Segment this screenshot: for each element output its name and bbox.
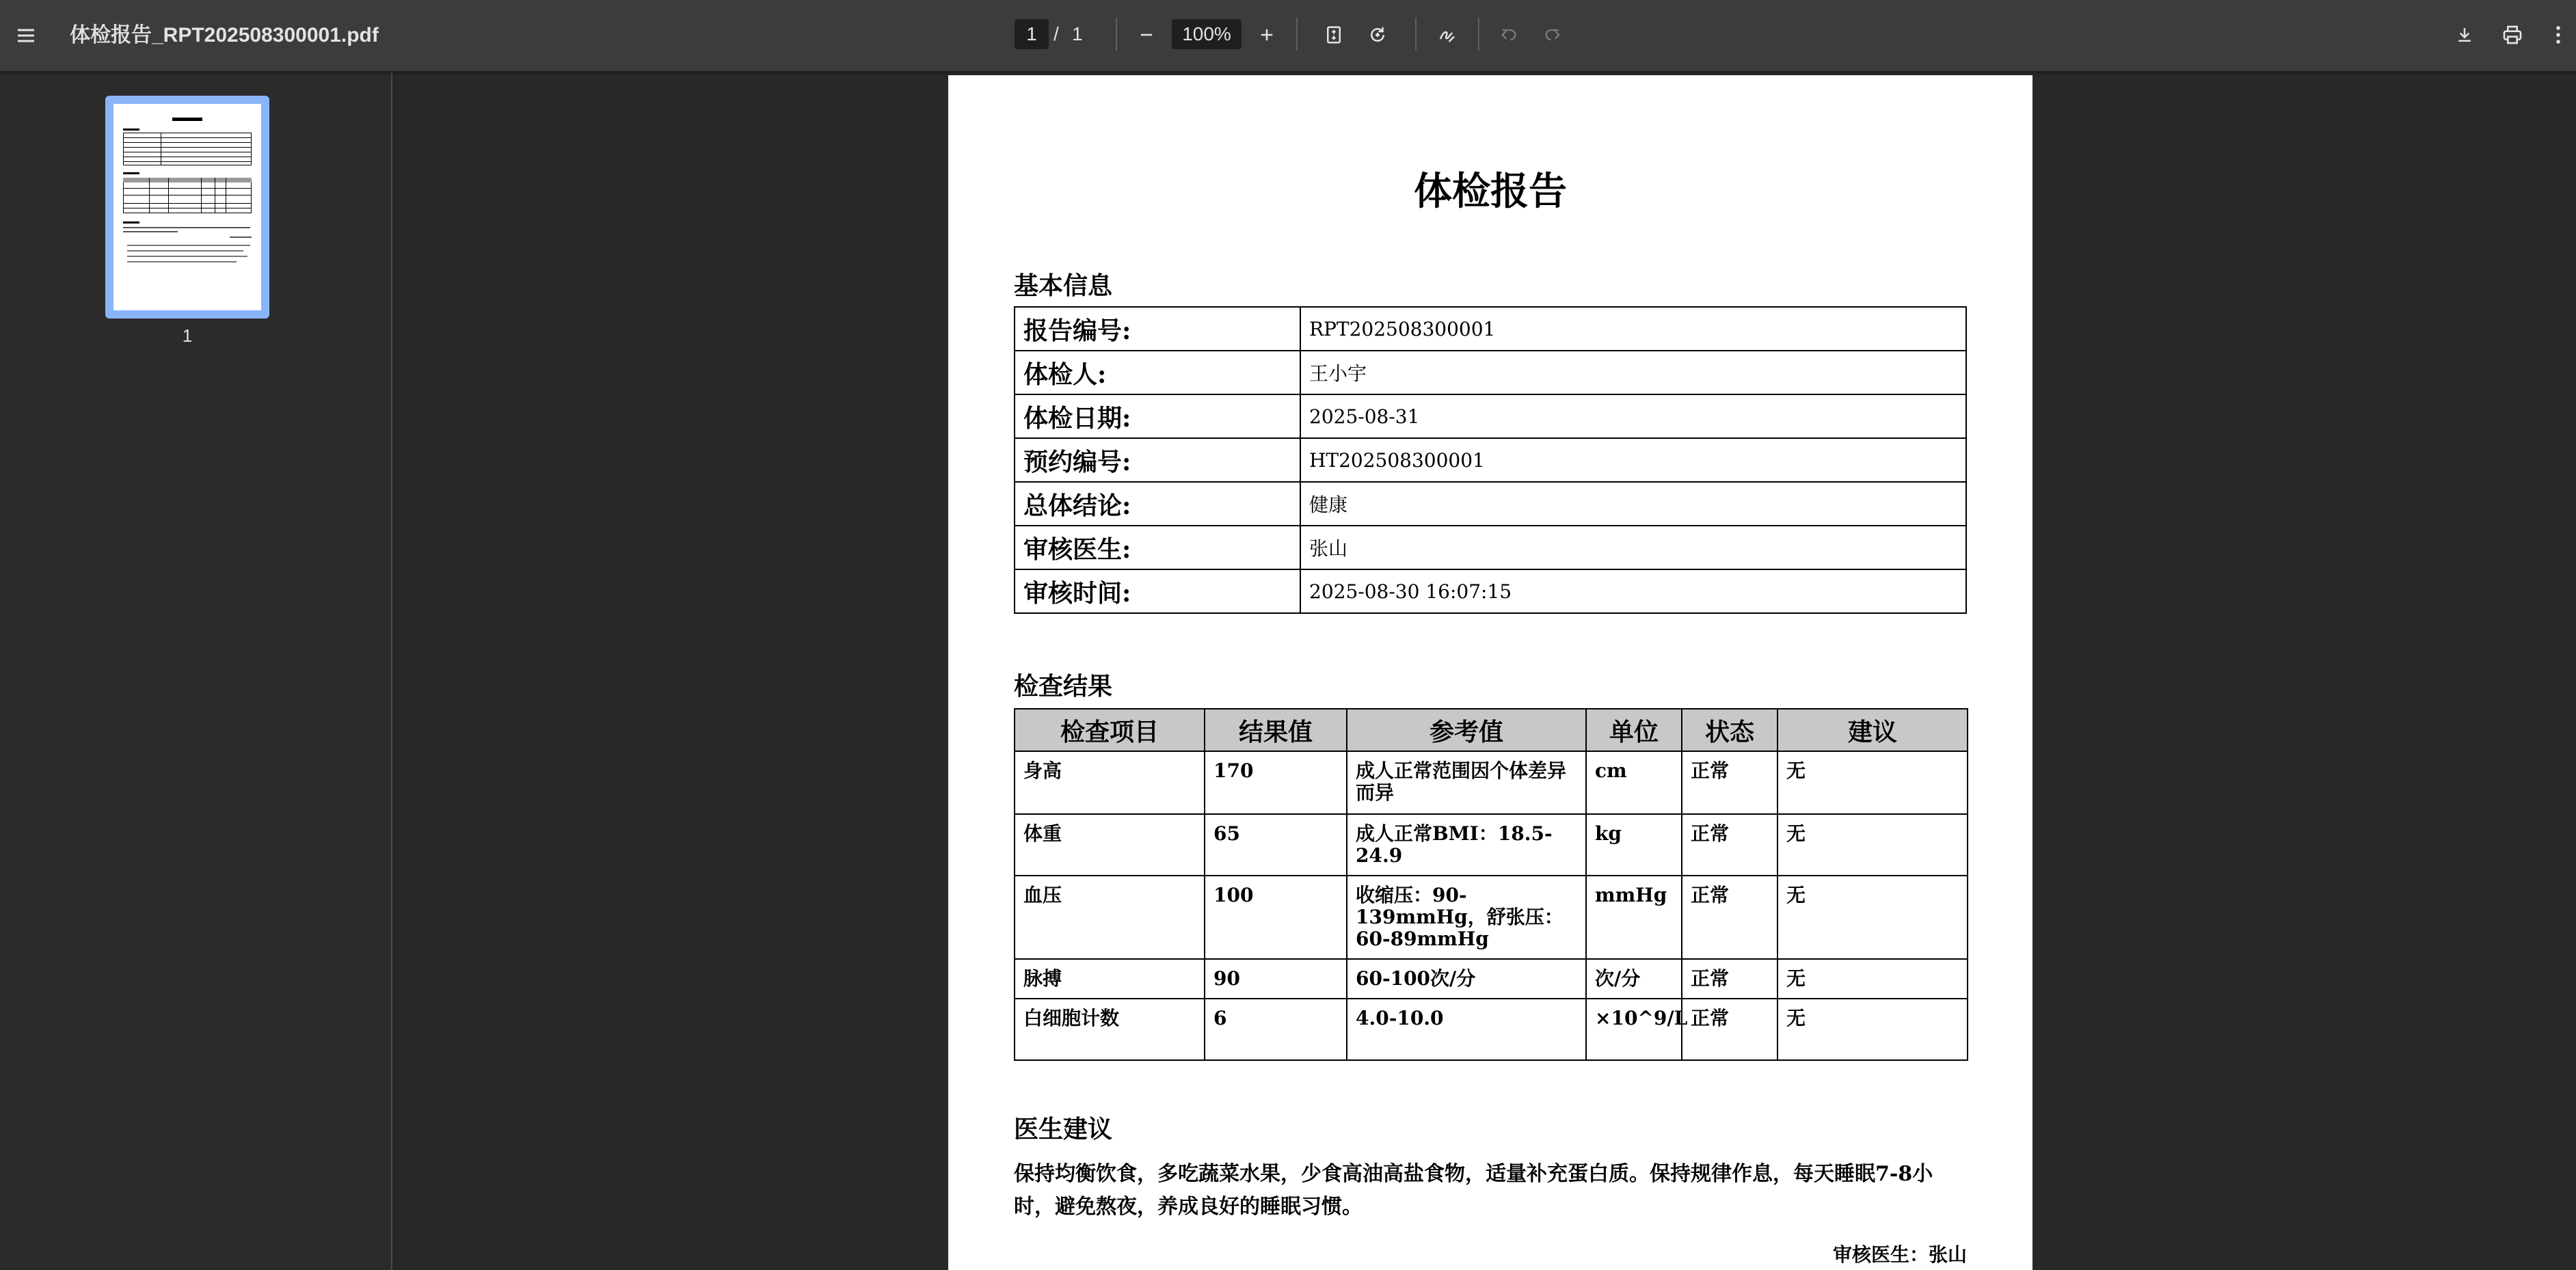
more-vertical-icon	[2555, 25, 2562, 45]
toolbar-divider	[1415, 18, 1417, 51]
page-number-input[interactable]: 1	[1015, 19, 1049, 49]
redo-button[interactable]	[1535, 18, 1570, 52]
info-label: 审核医生:	[1015, 526, 1300, 569]
table-row	[1015, 999, 1968, 1060]
annotate-button[interactable]	[1430, 18, 1464, 52]
cell-unit: mmHg	[1586, 876, 1682, 959]
table-row	[1015, 959, 1968, 999]
pdf-page	[948, 75, 2032, 1270]
basic-info-table	[1014, 306, 1967, 614]
column-header: 检查项目	[1015, 709, 1205, 751]
cell-value: 90	[1205, 959, 1347, 999]
hamburger-menu-icon	[15, 25, 37, 46]
cell-status: 正常	[1682, 814, 1777, 876]
page-separator: /	[1054, 23, 1059, 44]
cell-reference: 4.0-10.0	[1347, 999, 1586, 1060]
download-button[interactable]	[2447, 18, 2482, 52]
undo-button[interactable]	[1492, 18, 1526, 52]
cell-unit: ×10^9/L	[1586, 999, 1682, 1060]
cell-item: 白细胞计数	[1015, 999, 1205, 1060]
results-table	[1014, 708, 1968, 1061]
print-button[interactable]	[2495, 18, 2530, 52]
zoom-out-button[interactable]	[1129, 18, 1164, 52]
document-viewer[interactable]	[394, 71, 2576, 1270]
cell-advice: 无	[1777, 751, 1968, 814]
cell-advice: 无	[1777, 814, 1968, 876]
doctor-advice-text: 保持均衡饮食，多吃蔬菜水果，少食高油高盐食物，适量补充蛋白质。保持规律作息，每天睡眠7-8小时，避免熬夜，养成良好的睡眠习惯。	[1014, 1162, 1933, 1219]
page-total: 1	[1072, 23, 1083, 44]
table-row	[1015, 438, 1966, 482]
redo-icon	[1543, 25, 1562, 44]
doctor-signoff: 审核医生：张山	[1832, 1243, 1967, 1266]
cell-reference: 成人正常BMI：18.5-24.9	[1347, 814, 1586, 876]
print-icon	[2501, 24, 2523, 46]
plus-icon	[1257, 25, 1276, 44]
cell-value: 170	[1205, 751, 1347, 814]
toolbar-divider	[1296, 18, 1298, 51]
cell-reference: 收缩压：90-139mmHg，舒张压：60-89mmHg	[1347, 876, 1586, 959]
page-thumbnail-selected[interactable]	[105, 96, 269, 319]
pdf-toolbar	[0, 0, 2576, 71]
rotate-icon	[1367, 25, 1388, 45]
info-value: HT202508300001	[1300, 438, 1966, 482]
cell-status: 正常	[1682, 751, 1777, 814]
rotate-button[interactable]	[1360, 18, 1395, 52]
thumbnail-sidebar	[0, 71, 392, 1270]
info-value: 王小宇	[1300, 351, 1966, 394]
table-row	[1015, 569, 1966, 613]
cell-value: 100	[1205, 876, 1347, 959]
fit-page-button[interactable]	[1317, 18, 1351, 52]
column-header: 建议	[1777, 709, 1968, 751]
cell-status: 正常	[1682, 959, 1777, 999]
cell-item: 脉搏	[1015, 959, 1205, 999]
download-icon	[2454, 25, 2475, 45]
cell-item: 血压	[1015, 876, 1205, 959]
column-header: 状态	[1682, 709, 1777, 751]
page-thumbnail-preview	[113, 104, 261, 310]
zoom-level-input[interactable]: 100%	[1172, 19, 1242, 49]
info-label: 预约编号:	[1015, 438, 1300, 482]
table-header-row	[1015, 709, 1968, 751]
cell-value: 6	[1205, 999, 1347, 1060]
cell-value: 65	[1205, 814, 1347, 876]
cell-status: 正常	[1682, 999, 1777, 1060]
basic-info-heading: 基本信息	[1014, 271, 1113, 300]
cell-reference: 60-100次/分	[1347, 959, 1586, 999]
document-title: 体检报告_RPT202508300001.pdf	[70, 24, 379, 46]
column-header: 参考值	[1347, 709, 1586, 751]
fit-page-icon	[1324, 25, 1344, 45]
info-value: 2025-08-30 16:07:15	[1300, 569, 1966, 613]
cell-item: 体重	[1015, 814, 1205, 876]
report-title: 体检报告	[1414, 169, 1567, 214]
cell-advice: 无	[1777, 959, 1968, 999]
column-header: 结果值	[1205, 709, 1347, 751]
table-row	[1015, 351, 1966, 394]
info-value: 健康	[1300, 482, 1966, 526]
info-label: 报告编号:	[1015, 307, 1300, 351]
cell-status: 正常	[1682, 876, 1777, 959]
info-value: 2025-08-31	[1300, 394, 1966, 438]
cell-unit: 次/分	[1586, 959, 1682, 999]
cell-unit: cm	[1586, 751, 1682, 814]
cell-unit: kg	[1586, 814, 1682, 876]
table-row	[1015, 751, 1968, 814]
zoom-in-button[interactable]	[1250, 18, 1284, 52]
more-options-button[interactable]	[2545, 18, 2572, 52]
table-row	[1015, 394, 1966, 438]
cell-advice: 无	[1777, 876, 1968, 959]
pen-icon	[1437, 25, 1458, 45]
table-row	[1015, 526, 1966, 569]
info-label: 审核时间:	[1015, 569, 1300, 613]
info-value: RPT202508300001	[1300, 307, 1966, 351]
toolbar-divider	[1478, 18, 1479, 51]
column-header: 单位	[1586, 709, 1682, 751]
info-value: 张山	[1300, 526, 1966, 569]
minus-icon	[1137, 25, 1156, 44]
cell-reference: 成人正常范围因个体差异而异	[1347, 751, 1586, 814]
thumbnail-page-number: 1	[182, 325, 193, 346]
table-row	[1015, 876, 1968, 959]
table-row	[1015, 307, 1966, 351]
undo-icon	[1499, 25, 1518, 44]
doctor-advice-heading: 医生建议	[1014, 1115, 1113, 1144]
cell-item: 身高	[1015, 751, 1205, 814]
toolbar-divider	[1116, 18, 1117, 51]
results-heading: 检查结果	[1014, 672, 1113, 701]
table-row	[1015, 814, 1968, 876]
table-row	[1015, 482, 1966, 526]
cell-advice: 无	[1777, 999, 1968, 1060]
info-label: 总体结论:	[1015, 482, 1300, 526]
info-label: 体检人:	[1015, 351, 1300, 394]
info-label: 体检日期:	[1015, 394, 1300, 438]
menu-button[interactable]	[5, 15, 46, 56]
